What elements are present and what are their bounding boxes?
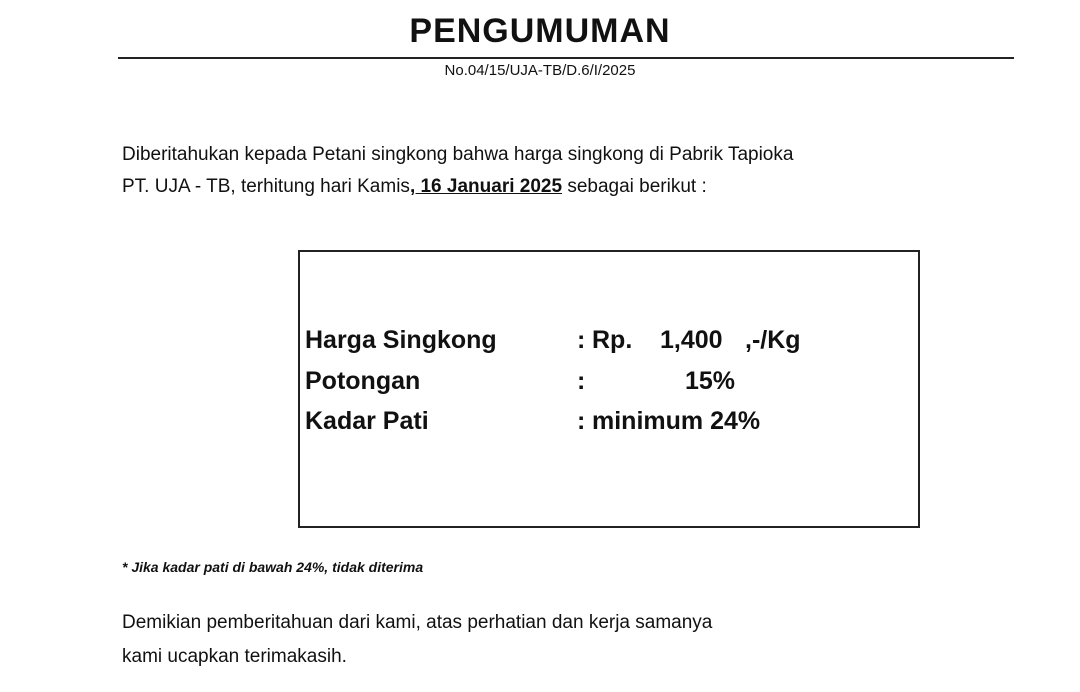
closing-paragraph [122,606,982,674]
intro-line-2-end: sebagai berikut : [562,176,707,197]
intro-paragraph [122,139,982,203]
price-colon-kadar-pati: : [577,407,586,435]
price-amount: 1,400 [660,326,723,354]
footnote: * Jika kadar pati di bawah 24%, tidak diterima [122,559,424,575]
price-label-potongan: Potongan [305,367,421,395]
intro-line-2-start: PT. UJA - TB, terhitung hari Kamis [122,176,410,197]
document-title: PENGUMUMAN [409,12,671,50]
price-colon-harga: : [577,326,586,354]
price-colon-potongan: : [577,367,586,395]
closing-line-1: Demikian pemberitahuan dari kami, atas perhatian dan kerja samanya [122,612,713,633]
kadar-pati-value: minimum 24% [592,407,761,435]
closing-line-2: kami ucapkan terimakasih. [122,646,347,667]
reference-number: No.04/15/UJA-TB/D.6/I/2025 [444,62,636,79]
price-currency: Rp. [592,326,633,354]
price-info-box [298,250,920,528]
price-unit: ,-/Kg [745,326,801,354]
title-underline [118,57,1014,59]
price-label-kadar-pati: Kadar Pati [305,407,429,435]
intro-line-1: Diberitahukan kepada Petani singkong bahwa harga singkong di Pabrik Tapioka [122,144,794,165]
effective-date: , 16 Januari 2025 [409,176,563,197]
price-label-harga: Harga Singkong [305,326,497,354]
potongan-value: 15% [685,367,736,395]
